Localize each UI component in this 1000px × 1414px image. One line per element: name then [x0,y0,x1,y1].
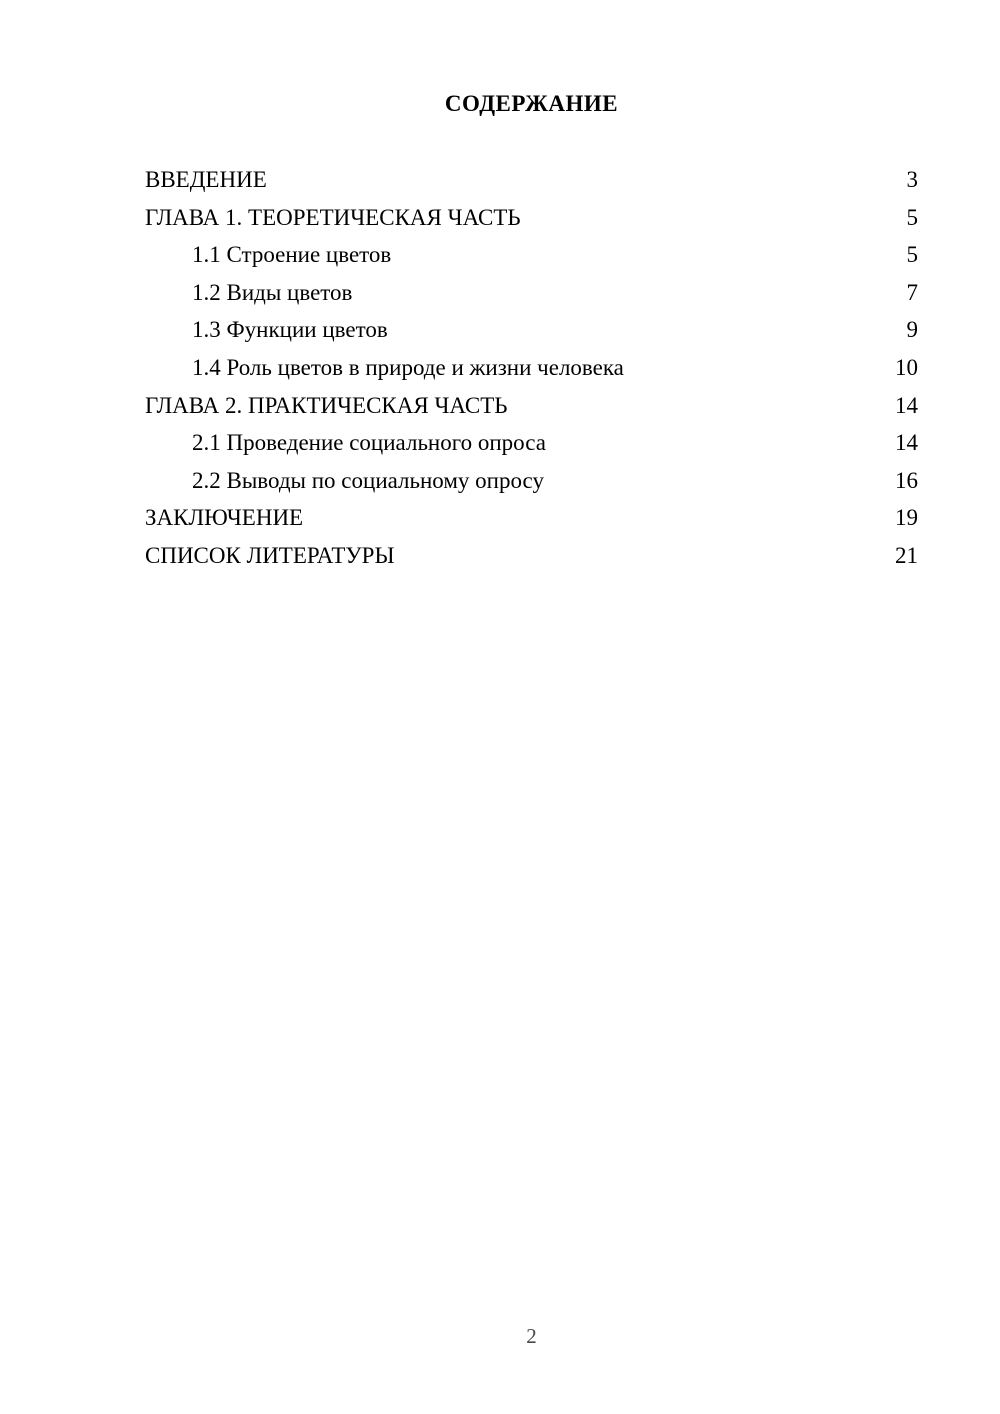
toc-entry-label: ГЛАВА 2. ПРАКТИЧЕСКАЯ ЧАСТЬ [145,392,508,418]
table-of-contents [145,161,918,575]
toc-entry-page: 19 [895,505,918,531]
toc-entry[interactable] [145,499,918,537]
toc-entry[interactable] [145,236,918,274]
toc-entry-page: 14 [895,392,918,418]
page-number: 2 [526,1324,537,1348]
toc-entry[interactable] [145,311,918,349]
toc-entry[interactable] [145,387,918,425]
toc-entry-label: 1.4 Роль цветов в природе и жизни человека [192,354,624,380]
toc-entry-page: 5 [906,242,918,268]
page-title: СОДЕРЖАНИЕ [444,91,619,116]
toc-entry-page: 16 [895,467,918,493]
toc-entry-label: 1.1 Строение цветов [192,242,392,268]
toc-entry-label: 1.3 Функции цветов [192,317,388,343]
toc-entry-page: 9 [906,317,918,343]
toc-entry-page: 5 [906,204,918,230]
toc-entry-label: ЗАКЛЮЧЕНИЕ [145,505,304,531]
page-number-footer [145,1326,918,1347]
toc-entry-page: 21 [895,542,918,568]
toc-entry-page: 3 [906,167,918,192]
toc-entry-label: ВВЕДЕНИЕ [145,167,267,192]
toc-entry-label: 1.2 Виды цветов [192,279,353,305]
toc-entry[interactable] [145,199,918,237]
toc-entry[interactable] [145,274,918,312]
toc-entry-label: 2.2 Выводы по социальному опросу [192,467,544,493]
toc-entry[interactable] [145,161,918,199]
toc-entry[interactable] [145,424,918,462]
toc-entry[interactable] [145,462,918,500]
toc-entry-label: ГЛАВА 1. ТЕОРЕТИЧЕСКАЯ ЧАСТЬ [145,204,521,230]
toc-entry-label: 2.1 Проведение социального опроса [192,430,546,456]
toc-entry[interactable] [145,349,918,387]
toc-entry-page: 14 [895,430,918,456]
toc-entry-label: СПИСОК ЛИТЕРАТУРЫ [145,542,395,568]
toc-entry-page: 10 [895,354,918,380]
toc-entry-page: 7 [906,279,918,305]
toc-entry[interactable] [145,537,918,575]
